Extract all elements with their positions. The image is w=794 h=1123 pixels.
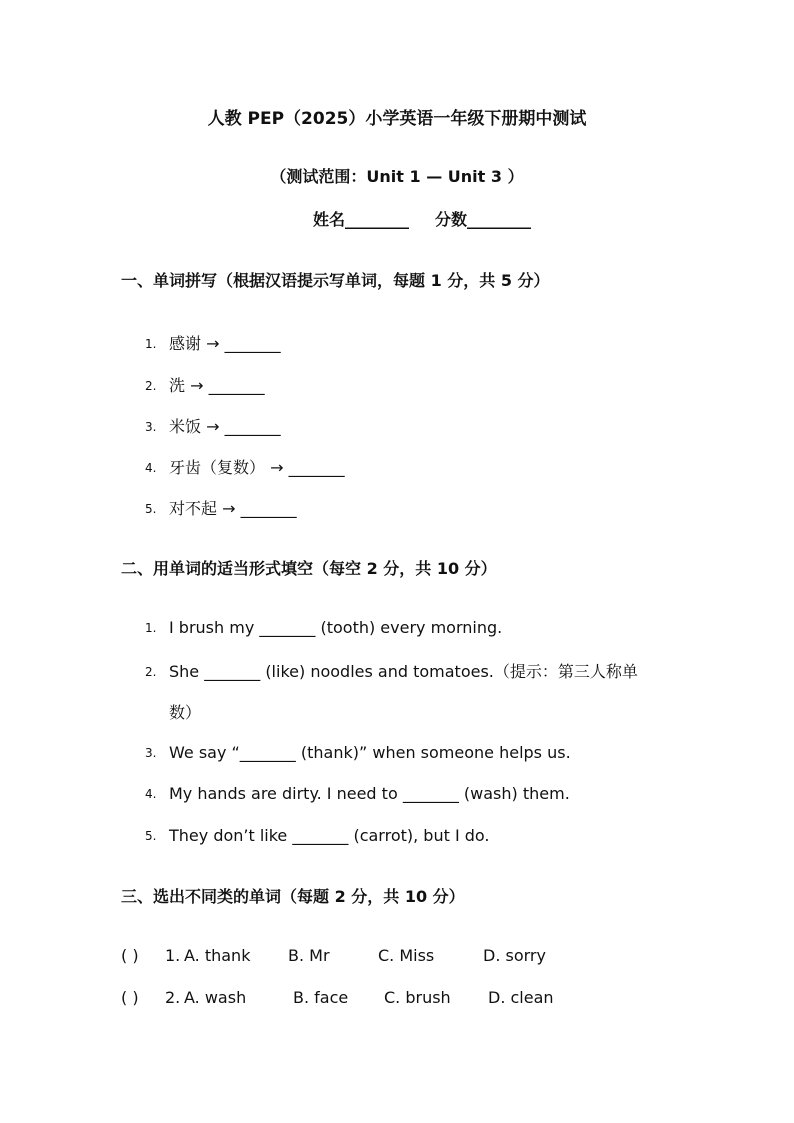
section-2-heading: 二、用单词的适当形式填空（每空 2 分，共 10 分） [121,559,497,578]
section-1-item-4 [145,455,345,478]
section-2-item-3 [145,743,571,762]
item-number: 3. [145,746,157,760]
item-number: 2. [145,665,157,679]
section-3-question-2 [121,988,554,1007]
section-2-item-4 [145,784,570,803]
item-number: 1. [145,337,157,351]
student-info [313,207,531,230]
item-number: 1. [145,621,157,635]
item-number: 5. [145,829,157,843]
section-1-item-5 [145,496,297,519]
option-a: A. wash [184,988,247,1007]
section-2-item-2-continuation: 数） [169,703,202,722]
item-number: 4. [145,787,157,801]
section-2-item-2 [145,659,638,682]
option-b: B. face [293,988,349,1007]
option-d: D. sorry [483,946,546,965]
item-number: 3. [145,420,157,434]
section-1-item-1 [145,331,281,354]
question-number: 1. [165,946,181,965]
item-text: 洗 → _______ [169,376,265,395]
item-number: 2. [145,379,157,393]
answer-bracket[interactable]: ( ) [121,946,139,965]
section-1-heading: 一、单词拼写（根据汉语提示写单词，每题 1 分，共 5 分） [121,271,550,290]
score-field: 分数________ [435,210,532,229]
question-number: 2. [165,988,181,1007]
answer-bracket[interactable]: ( ) [121,988,139,1007]
section-1-item-3 [145,414,281,437]
section-3-heading: 三、选出不同类的单词（每题 2 分，共 10 分） [121,887,465,906]
item-text: They don’t like _______ (carrot), but I do. [169,826,490,845]
page-title: 人教 PEP（2025）小学英语一年级下册期中测试 [207,109,587,129]
option-c: C. Miss [378,946,435,965]
option-a: A. thank [184,946,251,965]
option-c: C. brush [384,988,451,1007]
test-scope: （测试范围：Unit 1 — Unit 3 ） [270,167,524,186]
item-text: 对不起 → _______ [169,499,297,518]
option-d: D. clean [488,988,554,1007]
item-number: 4. [145,461,157,475]
section-1-item-2 [145,373,265,396]
section-2-item-5 [145,826,490,845]
item-text: 感谢 → _______ [169,334,281,353]
item-text: We say “_______ (thank)” when someone helps us. [169,743,571,762]
option-b: B. Mr [288,946,330,965]
name-field: 姓名________ [313,210,410,229]
item-text: 牙齿（复数） → _______ [169,458,345,477]
item-text: 米饭 → _______ [169,417,281,436]
item-text: My hands are dirty. I need to _______ (wash) them. [169,784,570,803]
section-3-question-1 [121,946,546,965]
item-text: She _______ (like) noodles and tomatoes.（提示：第三人称单 [169,662,638,681]
section-2-item-1 [145,618,502,637]
item-number: 5. [145,502,157,516]
item-text: I brush my _______ (tooth) every morning. [169,618,503,637]
